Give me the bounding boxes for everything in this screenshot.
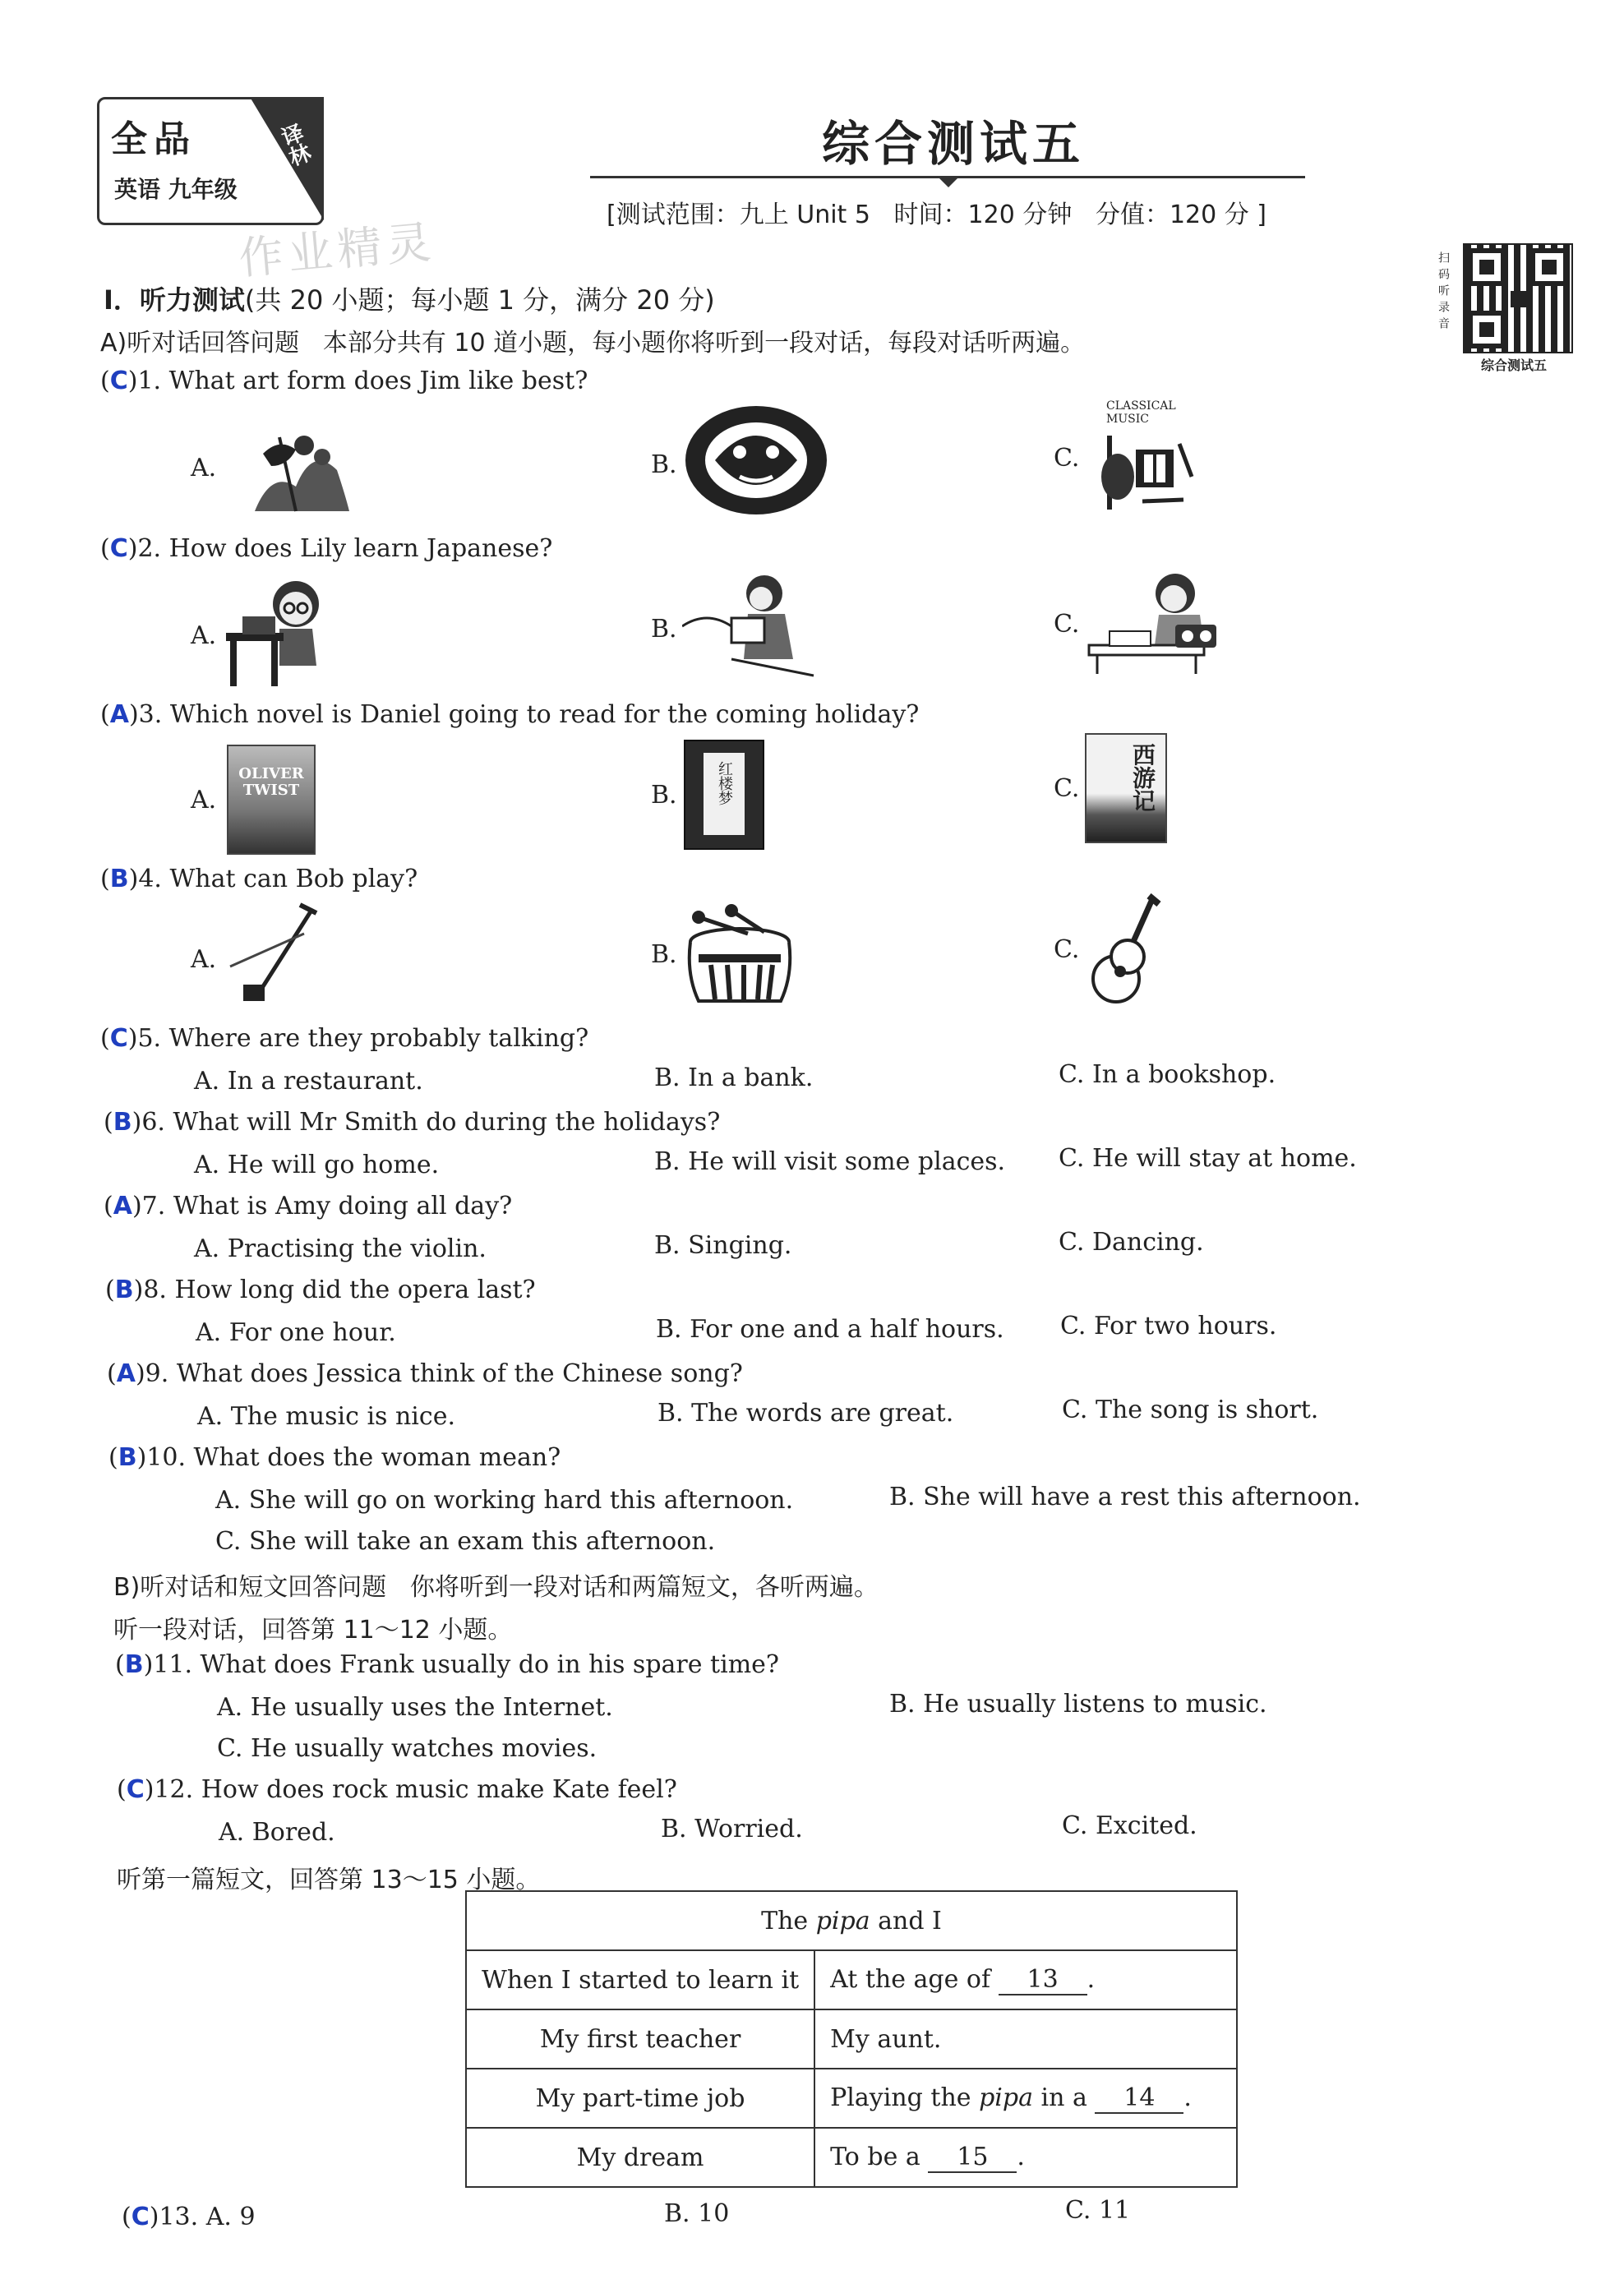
answer-13: C: [131, 2203, 150, 2231]
journey-west-book: [1085, 733, 1167, 843]
q9-option-a: A. The music is nice.: [197, 1402, 455, 1431]
q5-option-c: C. In a bookshop.: [1059, 1060, 1276, 1089]
answer-8: B: [114, 1276, 134, 1304]
question-5-text: 5. Where are they probably talking?: [137, 1024, 589, 1053]
journey-west-title: 西游记: [1129, 743, 1156, 812]
question-6: (B)6. What will Mr Smith do during the holidays?: [104, 1108, 721, 1137]
section-title-note: (共 20 小题；每小题 1 分，满分 20 分): [244, 284, 715, 316]
part-b-instructions: B)听对话和短文回答问题 你将听到一段对话和两篇短文，各听两遍。: [113, 1573, 879, 1602]
girl-reading-image: [682, 569, 822, 684]
q10-option-b: B. She will have a rest this afternoon.: [889, 1483, 1361, 1511]
girl-computer-image: [222, 575, 337, 690]
q11-option-b: B. He usually listens to music.: [889, 1690, 1267, 1719]
question-8-text: 8. How long did the opera last?: [143, 1276, 536, 1304]
question-5: (C)5. Where are they probably talking?: [100, 1024, 589, 1053]
answer-12: C: [126, 1775, 145, 1804]
pipa-table: [465, 1890, 1238, 2188]
q6-option-a: A. He will go home.: [194, 1151, 440, 1179]
table-label: My dream: [466, 2128, 814, 2187]
q1-option-a-letter: A.: [191, 454, 217, 482]
section-title-row: [104, 279, 715, 317]
q11-option-a: A. He usually uses the Internet.: [217, 1693, 613, 1722]
question-13-text: 13. A. 9: [159, 2203, 256, 2231]
watermark: 作业精灵: [237, 215, 438, 285]
girl-radio-image: [1085, 567, 1225, 682]
guitar-image: [1085, 893, 1167, 1008]
q13-option-c: C. 11: [1065, 2196, 1131, 2225]
brand-badge: [97, 97, 324, 225]
question-2: (C)2. How does Lily learn Japanese?: [100, 534, 553, 563]
badge-brand: 全品: [111, 118, 196, 160]
question-10-text: 10. What does the woman mean?: [146, 1443, 561, 1472]
answer-7: A: [113, 1192, 132, 1220]
answer-5: C: [109, 1024, 128, 1053]
answer-10: B: [118, 1443, 137, 1472]
q2-option-b-letter: B.: [651, 615, 677, 644]
q12-option-c: C. Excited.: [1062, 1811, 1197, 1840]
dialogue-intro: 听一段对话，回答第 11～12 小题。: [113, 1616, 513, 1645]
q2-option-c-letter: C.: [1054, 610, 1080, 639]
q9-option-c: C. The song is short.: [1062, 1396, 1319, 1424]
q3-option-a-letter: A.: [191, 786, 217, 814]
oliver-twist-book: [227, 745, 316, 855]
test-scope: [测试范围：九上 Unit 5 时间：120 分钟 分值：120 分 ]: [607, 201, 1266, 229]
question-10: (B)10. What does the woman mean?: [108, 1443, 561, 1472]
answer-11: B: [124, 1650, 144, 1679]
dream-red-mansions-book: [684, 740, 764, 850]
passage-intro: 听第一篇短文，回答第 13～15 小题。: [117, 1866, 541, 1894]
ink-painting-image: [247, 421, 353, 518]
table-label: My first teacher: [466, 2009, 814, 2069]
question-9: (A)9. What does Jessica think of the Chinese song?: [107, 1359, 743, 1388]
q12-option-b: B. Worried.: [661, 1815, 803, 1843]
q10-option-a: A. She will go on working hard this afternoon.: [215, 1486, 794, 1515]
q10-option-c: C. She will take an exam this afternoon.: [215, 1527, 716, 1556]
q1-option-c-letter: C.: [1054, 444, 1080, 473]
table-row: [466, 2009, 1237, 2069]
table-row: [466, 2069, 1237, 2128]
answer-3: A: [109, 700, 129, 729]
question-4-text: 4. What can Bob play?: [138, 865, 418, 893]
blank-14[interactable]: 14: [1095, 2083, 1183, 2114]
table-label: My part-time job: [466, 2069, 814, 2128]
question-4: (B)4. What can Bob play?: [100, 865, 418, 893]
q2-option-a-letter: A.: [191, 621, 217, 650]
part-a-instructions: A)听对话回答问题 本部分共有 10 道小题，每小题你将听到一段对话，每段对话听两遍。: [100, 329, 1086, 358]
question-1-text: 1. What art form does Jim like best?: [137, 367, 588, 395]
title-rule-marker: [937, 176, 960, 187]
q7-option-b: B. Singing.: [654, 1231, 792, 1260]
badge-corner-text: 译林: [275, 121, 313, 170]
q8-option-c: C. For two hours.: [1060, 1312, 1277, 1340]
answer-2: C: [109, 534, 128, 563]
question-12: (C)12. How does rock music make Kate feel?: [117, 1775, 677, 1804]
answer-4: B: [109, 865, 129, 893]
answer-9: A: [116, 1359, 136, 1388]
q3-option-c-letter: C.: [1054, 774, 1080, 803]
question-11: (B)11. What does Frank usually do in his spare time?: [115, 1650, 779, 1679]
q12-option-a: A. Bored.: [219, 1818, 335, 1847]
question-8: (B)8. How long did the opera last?: [105, 1276, 536, 1304]
drum-image: [682, 901, 797, 1008]
q7-option-a: A. Practising the violin.: [194, 1234, 487, 1263]
q9-option-b: B. The words are great.: [657, 1399, 954, 1428]
question-2-text: 2. How does Lily learn Japanese?: [137, 534, 553, 563]
q1-option-b-letter: B.: [651, 450, 677, 479]
dream-red-mansions-title: 红楼梦: [716, 761, 733, 805]
paper-cutting-image: [682, 403, 830, 518]
answer-1: C: [109, 367, 128, 395]
answer-6: B: [113, 1108, 132, 1137]
question-7: (A)7. What is Amy doing all day?: [104, 1192, 513, 1220]
qr-code[interactable]: [1463, 243, 1573, 353]
table-row: [466, 1950, 1237, 2009]
table-title: The pipa and I: [466, 1891, 1237, 1950]
q8-option-a: A. For one hour.: [196, 1318, 396, 1347]
table-value: At the age of 13 .: [814, 1950, 1237, 2009]
question-9-text: 9. What does Jessica think of the Chinese song?: [145, 1359, 743, 1388]
table-value: To be a 15 .: [814, 2128, 1237, 2187]
erhu-image: [222, 901, 321, 1008]
table-value: My aunt.: [814, 2009, 1237, 2069]
table-value: Playing the pipa in a 14 .: [814, 2069, 1237, 2128]
question-7-text: 7. What is Amy doing all day?: [141, 1192, 513, 1220]
question-12-text: 12. How does rock music make Kate feel?: [154, 1775, 677, 1804]
qr-side-text: 扫码听录音: [1437, 251, 1450, 334]
question-6-text: 6. What will Mr Smith do during the holidays?: [141, 1108, 721, 1137]
q7-option-c: C. Dancing.: [1059, 1228, 1204, 1257]
badge-grade: 英语 九年级: [114, 176, 238, 203]
q4-option-a-letter: A.: [191, 945, 217, 974]
classical-music-image: [1093, 427, 1200, 518]
q13-option-b: B. 10: [664, 2199, 730, 2228]
q8-option-b: B. For one and a half hours.: [656, 1315, 1004, 1344]
question-13: (C)13. A. 9: [122, 2203, 256, 2231]
page-title: 综合测试五: [822, 116, 1086, 172]
blank-13[interactable]: 13: [999, 1965, 1087, 1995]
q6-option-b: B. He will visit some places.: [654, 1147, 1006, 1176]
q6-option-c: C. He will stay at home.: [1059, 1144, 1357, 1173]
q11-option-c: C. He usually watches movies.: [217, 1734, 597, 1763]
question-11-text: 11. What does Frank usually do in his spare time?: [153, 1650, 779, 1679]
question-3-text: 3. Which novel is Daniel going to read for the coming holiday?: [138, 700, 920, 729]
question-1: (C)1. What art form does Jim like best?: [100, 367, 588, 395]
q3-option-b-letter: B.: [651, 781, 677, 810]
q4-option-b-letter: B.: [651, 940, 677, 969]
oliver-twist-title: OLIVER TWIST: [238, 765, 304, 799]
q4-option-c-letter: C.: [1054, 935, 1080, 964]
table-label: When I started to learn it: [466, 1950, 814, 2009]
q5-option-a: A. In a restaurant.: [194, 1067, 423, 1096]
table-row: [466, 2128, 1237, 2187]
question-3: (A)3. Which novel is Daniel going to read for the coming holiday?: [100, 700, 920, 729]
table-title-row: [466, 1891, 1237, 1950]
q5-option-b: B. In a bank.: [654, 1063, 814, 1092]
blank-15[interactable]: 15: [928, 2143, 1017, 2173]
qr-caption: 综合测试五: [1481, 358, 1548, 373]
section-title: Ⅰ．听力测试: [104, 284, 245, 316]
classical-music-label: CLASSICAL MUSIC: [1106, 399, 1176, 426]
